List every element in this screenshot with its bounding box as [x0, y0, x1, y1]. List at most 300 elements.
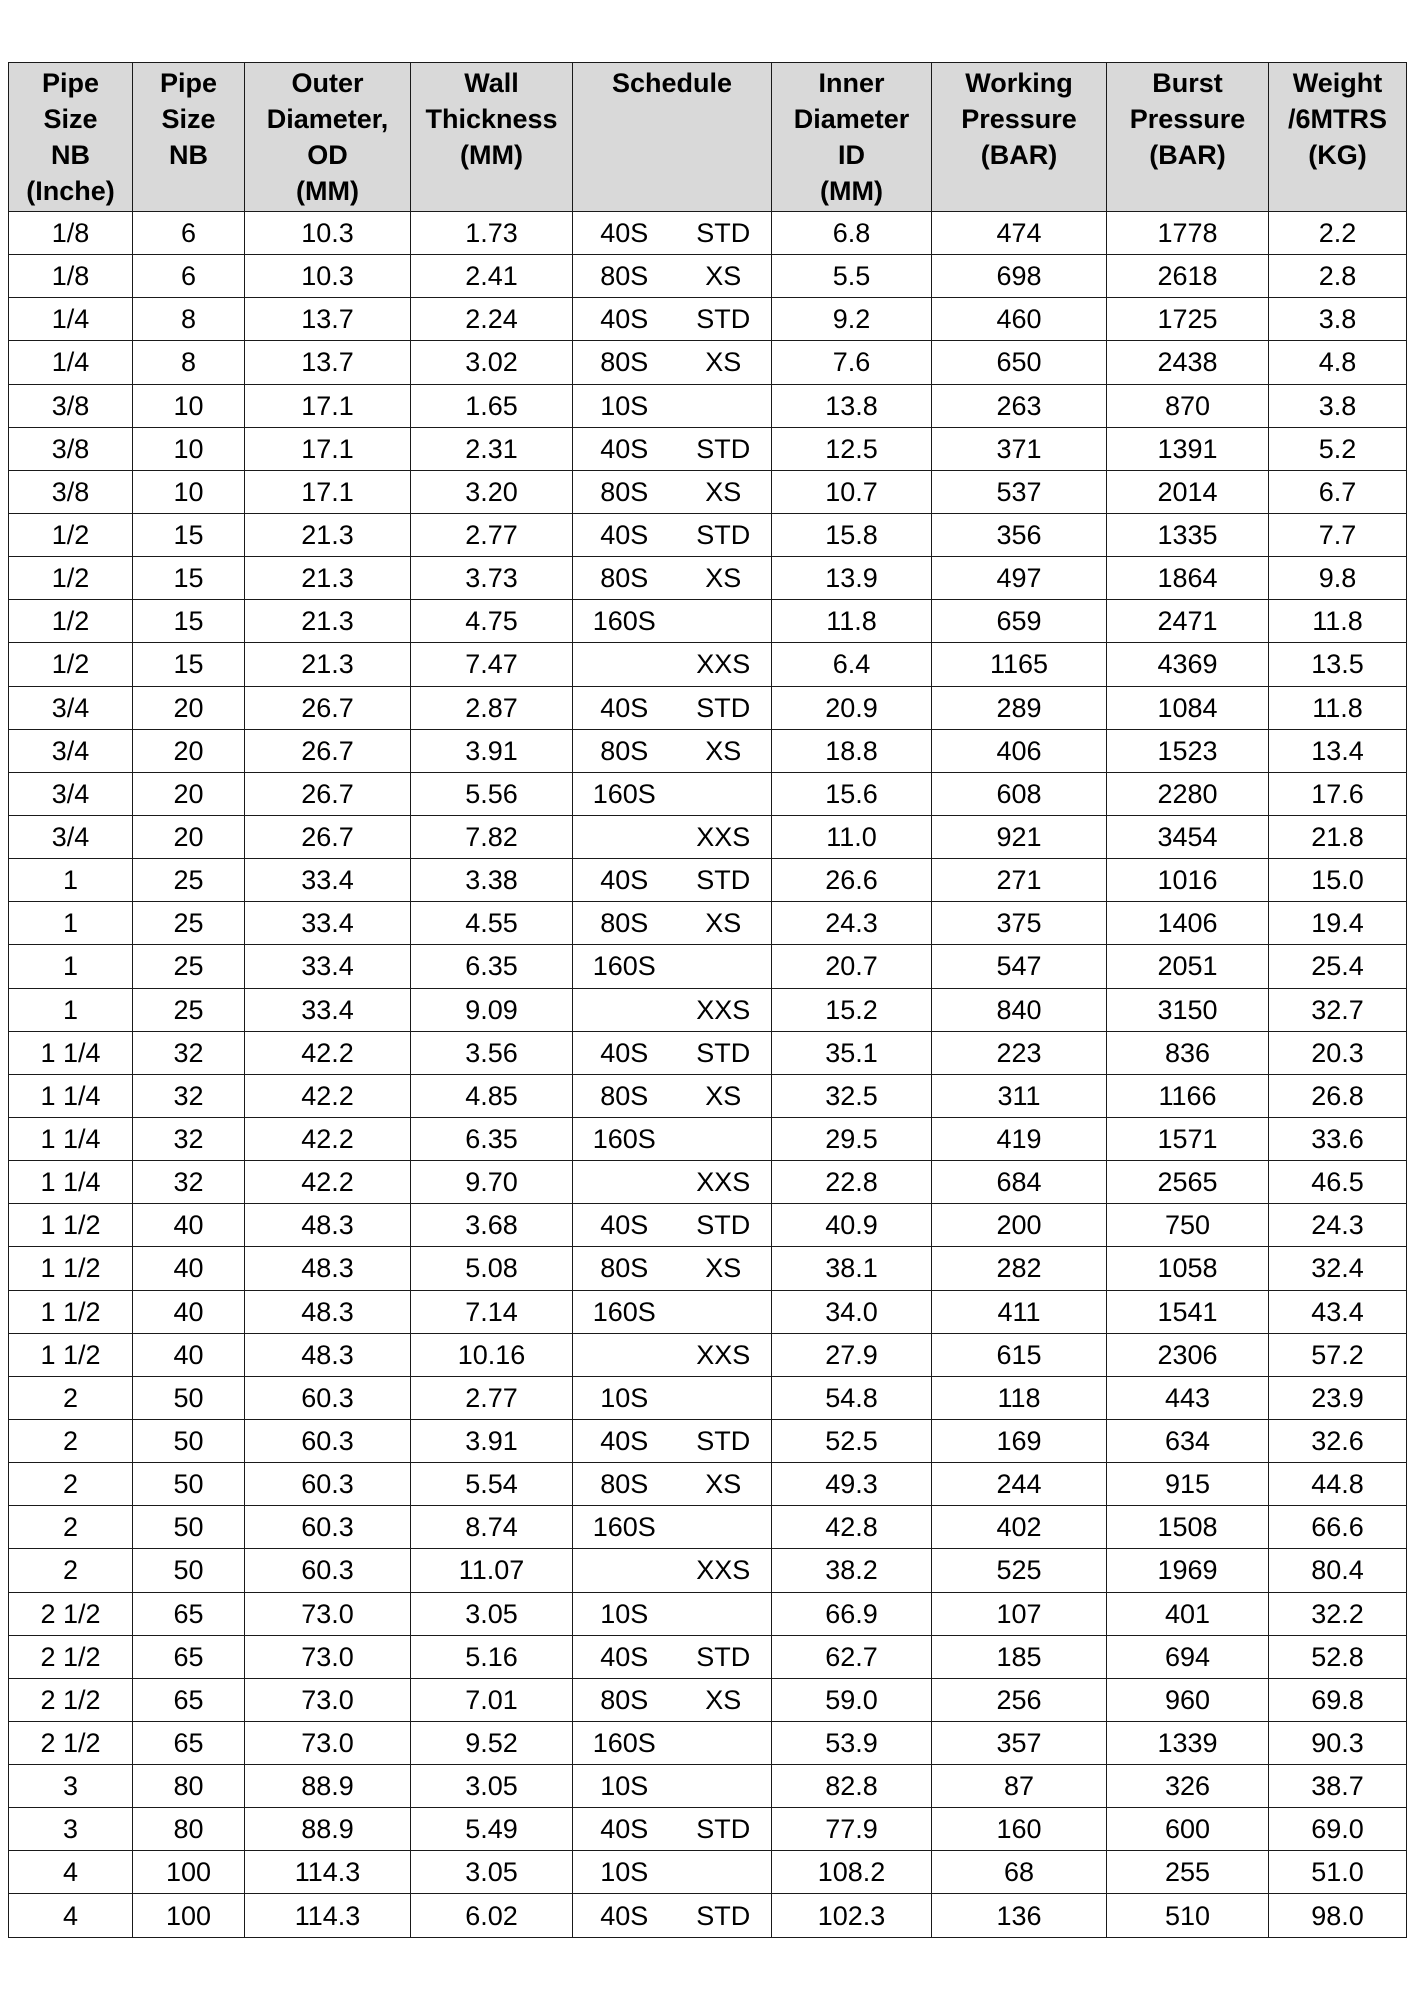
cell-schedule-class: STD — [676, 1031, 772, 1074]
cell-weight: 5.2 — [1269, 427, 1407, 470]
cell-weight: 44.8 — [1269, 1463, 1407, 1506]
cell-inner-diameter: 9.2 — [772, 298, 932, 341]
cell-pipe-size-inch: 2 — [9, 1506, 133, 1549]
header-text: Wall — [464, 68, 519, 98]
cell-weight: 66.6 — [1269, 1506, 1407, 1549]
cell-outer-diameter: 48.3 — [245, 1333, 411, 1376]
cell-working-pressure: 615 — [932, 1333, 1107, 1376]
cell-inner-diameter: 108.2 — [772, 1851, 932, 1894]
cell-schedule-class: XXS — [676, 643, 772, 686]
cell-pipe-size-inch: 1 1/2 — [9, 1333, 133, 1376]
cell-working-pressure: 282 — [932, 1247, 1107, 1290]
cell-weight: 15.0 — [1269, 859, 1407, 902]
cell-working-pressure: 684 — [932, 1161, 1107, 1204]
table-row — [9, 686, 1407, 729]
cell-outer-diameter: 21.3 — [245, 600, 411, 643]
cell-working-pressure: 921 — [932, 815, 1107, 858]
cell-pipe-size-nb: 10 — [133, 427, 245, 470]
header-text: (MM) — [820, 176, 883, 206]
cell-wall-thickness: 11.07 — [411, 1549, 573, 1592]
table-row — [9, 1290, 1407, 1333]
cell-pipe-size-inch: 2 — [9, 1376, 133, 1419]
cell-inner-diameter: 102.3 — [772, 1894, 932, 1937]
cell-schedule-class: XS — [676, 1678, 772, 1721]
cell-wall-thickness: 3.38 — [411, 859, 573, 902]
cell-pipe-size-nb: 50 — [133, 1549, 245, 1592]
cell-inner-diameter: 12.5 — [772, 427, 932, 470]
cell-pipe-size-nb: 100 — [133, 1894, 245, 1937]
header-text: Outer — [291, 68, 364, 98]
cell-burst-pressure: 1969 — [1107, 1549, 1269, 1592]
cell-inner-diameter: 10.7 — [772, 470, 932, 513]
cell-schedule-class — [676, 1376, 772, 1419]
cell-working-pressure: 200 — [932, 1204, 1107, 1247]
cell-working-pressure: 375 — [932, 902, 1107, 945]
cell-schedule-number — [573, 815, 676, 858]
cell-working-pressure: 371 — [932, 427, 1107, 470]
cell-working-pressure: 311 — [932, 1074, 1107, 1117]
cell-outer-diameter: 17.1 — [245, 384, 411, 427]
cell-pipe-size-inch: 1 — [9, 988, 133, 1031]
cell-inner-diameter: 52.5 — [772, 1419, 932, 1462]
cell-working-pressure: 169 — [932, 1419, 1107, 1462]
cell-schedule-number: 80S — [573, 729, 676, 772]
cell-schedule-number: 10S — [573, 1851, 676, 1894]
header-text: Schedule — [611, 68, 733, 98]
cell-outer-diameter: 33.4 — [245, 988, 411, 1031]
cell-weight: 43.4 — [1269, 1290, 1407, 1333]
table-row — [9, 1161, 1407, 1204]
cell-schedule-number: 40S — [573, 298, 676, 341]
cell-wall-thickness: 3.73 — [411, 557, 573, 600]
cell-working-pressure: 474 — [932, 212, 1107, 255]
cell-wall-thickness: 1.65 — [411, 384, 573, 427]
cell-burst-pressure: 1406 — [1107, 902, 1269, 945]
cell-burst-pressure: 2280 — [1107, 772, 1269, 815]
cell-outer-diameter: 48.3 — [245, 1247, 411, 1290]
cell-outer-diameter: 13.7 — [245, 341, 411, 384]
cell-burst-pressure: 870 — [1107, 384, 1269, 427]
header-schedule — [573, 63, 772, 212]
cell-working-pressure: 256 — [932, 1678, 1107, 1721]
header-text: OD — [307, 140, 348, 170]
cell-burst-pressure: 836 — [1107, 1031, 1269, 1074]
cell-wall-thickness: 3.05 — [411, 1592, 573, 1635]
cell-schedule-class — [676, 945, 772, 988]
cell-pipe-size-inch: 1/2 — [9, 600, 133, 643]
cell-pipe-size-nb: 65 — [133, 1635, 245, 1678]
cell-pipe-size-nb: 50 — [133, 1419, 245, 1462]
cell-pipe-size-inch: 1 1/2 — [9, 1204, 133, 1247]
table-row — [9, 212, 1407, 255]
cell-schedule-number: 80S — [573, 1074, 676, 1117]
header-wall-thickness — [411, 63, 573, 212]
table-row — [9, 1894, 1407, 1937]
cell-burst-pressure: 255 — [1107, 1851, 1269, 1894]
cell-wall-thickness: 2.77 — [411, 1376, 573, 1419]
pipe-schedule-table — [8, 62, 1407, 1938]
cell-pipe-size-inch: 1/2 — [9, 643, 133, 686]
cell-outer-diameter: 33.4 — [245, 902, 411, 945]
table-row — [9, 1074, 1407, 1117]
cell-pipe-size-nb: 8 — [133, 341, 245, 384]
cell-weight: 13.5 — [1269, 643, 1407, 686]
cell-pipe-size-inch: 2 — [9, 1549, 133, 1592]
table-row — [9, 1376, 1407, 1419]
cell-pipe-size-nb: 20 — [133, 772, 245, 815]
cell-burst-pressure: 1339 — [1107, 1721, 1269, 1764]
cell-pipe-size-nb: 20 — [133, 815, 245, 858]
cell-inner-diameter: 40.9 — [772, 1204, 932, 1247]
cell-wall-thickness: 3.56 — [411, 1031, 573, 1074]
cell-working-pressure: 356 — [932, 513, 1107, 556]
cell-inner-diameter: 22.8 — [772, 1161, 932, 1204]
cell-schedule-number: 160S — [573, 600, 676, 643]
cell-pipe-size-inch: 1/4 — [9, 341, 133, 384]
cell-schedule-number — [573, 988, 676, 1031]
cell-schedule-class: XXS — [676, 1161, 772, 1204]
table-row — [9, 729, 1407, 772]
cell-schedule-class: STD — [676, 427, 772, 470]
cell-schedule-class: STD — [676, 859, 772, 902]
cell-burst-pressure: 1864 — [1107, 557, 1269, 600]
cell-pipe-size-inch: 1 1/4 — [9, 1031, 133, 1074]
cell-working-pressure: 840 — [932, 988, 1107, 1031]
cell-pipe-size-nb: 32 — [133, 1161, 245, 1204]
cell-inner-diameter: 32.5 — [772, 1074, 932, 1117]
cell-schedule-class — [676, 1117, 772, 1160]
cell-pipe-size-nb: 32 — [133, 1074, 245, 1117]
cell-working-pressure: 419 — [932, 1117, 1107, 1160]
cell-wall-thickness: 3.05 — [411, 1765, 573, 1808]
cell-working-pressure: 107 — [932, 1592, 1107, 1635]
cell-pipe-size-nb: 40 — [133, 1333, 245, 1376]
cell-pipe-size-inch: 1 — [9, 945, 133, 988]
header-outer-diameter — [245, 63, 411, 212]
table-row — [9, 1592, 1407, 1635]
cell-schedule-class: STD — [676, 1419, 772, 1462]
cell-outer-diameter: 42.2 — [245, 1161, 411, 1204]
cell-burst-pressure: 1058 — [1107, 1247, 1269, 1290]
cell-burst-pressure: 960 — [1107, 1678, 1269, 1721]
cell-inner-diameter: 6.8 — [772, 212, 932, 255]
cell-working-pressure: 1165 — [932, 643, 1107, 686]
table-row — [9, 427, 1407, 470]
cell-working-pressure: 460 — [932, 298, 1107, 341]
cell-inner-diameter: 15.6 — [772, 772, 932, 815]
header-text: NB — [169, 140, 208, 170]
cell-pipe-size-nb: 65 — [133, 1592, 245, 1635]
cell-wall-thickness: 5.16 — [411, 1635, 573, 1678]
cell-schedule-class — [676, 600, 772, 643]
cell-wall-thickness: 5.08 — [411, 1247, 573, 1290]
cell-weight: 21.8 — [1269, 815, 1407, 858]
cell-outer-diameter: 26.7 — [245, 729, 411, 772]
cell-schedule-number: 40S — [573, 212, 676, 255]
cell-working-pressure: 411 — [932, 1290, 1107, 1333]
cell-working-pressure: 160 — [932, 1808, 1107, 1851]
cell-outer-diameter: 48.3 — [245, 1290, 411, 1333]
cell-burst-pressure: 443 — [1107, 1376, 1269, 1419]
cell-wall-thickness: 6.02 — [411, 1894, 573, 1937]
cell-pipe-size-inch: 1/4 — [9, 298, 133, 341]
cell-schedule-class — [676, 772, 772, 815]
cell-schedule-number: 80S — [573, 1463, 676, 1506]
table-row — [9, 1117, 1407, 1160]
cell-working-pressure: 650 — [932, 341, 1107, 384]
cell-outer-diameter: 10.3 — [245, 255, 411, 298]
cell-weight: 4.8 — [1269, 341, 1407, 384]
cell-inner-diameter: 42.8 — [772, 1506, 932, 1549]
cell-pipe-size-inch: 2 — [9, 1463, 133, 1506]
cell-pipe-size-inch: 2 1/2 — [9, 1678, 133, 1721]
cell-schedule-number: 160S — [573, 945, 676, 988]
cell-wall-thickness: 5.54 — [411, 1463, 573, 1506]
cell-schedule-class: XS — [676, 729, 772, 772]
cell-weight: 98.0 — [1269, 1894, 1407, 1937]
cell-schedule-class: XS — [676, 1463, 772, 1506]
cell-outer-diameter: 17.1 — [245, 470, 411, 513]
cell-weight: 3.8 — [1269, 298, 1407, 341]
cell-outer-diameter: 88.9 — [245, 1808, 411, 1851]
cell-working-pressure: 136 — [932, 1894, 1107, 1937]
cell-inner-diameter: 59.0 — [772, 1678, 932, 1721]
cell-weight: 17.6 — [1269, 772, 1407, 815]
cell-schedule-number: 160S — [573, 1117, 676, 1160]
cell-outer-diameter: 21.3 — [245, 557, 411, 600]
cell-schedule-number: 160S — [573, 1506, 676, 1549]
cell-burst-pressure: 915 — [1107, 1463, 1269, 1506]
cell-inner-diameter: 24.3 — [772, 902, 932, 945]
cell-schedule-number: 80S — [573, 1247, 676, 1290]
cell-wall-thickness: 3.91 — [411, 1419, 573, 1462]
cell-schedule-number: 10S — [573, 1376, 676, 1419]
cell-wall-thickness: 5.56 — [411, 772, 573, 815]
cell-outer-diameter: 88.9 — [245, 1765, 411, 1808]
table-row — [9, 1808, 1407, 1851]
cell-wall-thickness: 4.75 — [411, 600, 573, 643]
header-text: Pipe — [159, 68, 218, 98]
cell-schedule-number: 160S — [573, 1721, 676, 1764]
cell-schedule-class — [676, 1851, 772, 1894]
cell-burst-pressure: 2051 — [1107, 945, 1269, 988]
cell-weight: 80.4 — [1269, 1549, 1407, 1592]
cell-outer-diameter: 13.7 — [245, 298, 411, 341]
cell-schedule-class: XS — [676, 255, 772, 298]
cell-inner-diameter: 15.8 — [772, 513, 932, 556]
cell-inner-diameter: 26.6 — [772, 859, 932, 902]
cell-pipe-size-nb: 65 — [133, 1678, 245, 1721]
cell-wall-thickness: 2.31 — [411, 427, 573, 470]
cell-outer-diameter: 73.0 — [245, 1592, 411, 1635]
cell-schedule-number: 40S — [573, 513, 676, 556]
cell-schedule-number: 40S — [573, 686, 676, 729]
table-row — [9, 1247, 1407, 1290]
cell-outer-diameter: 60.3 — [245, 1506, 411, 1549]
cell-weight: 32.7 — [1269, 988, 1407, 1031]
cell-burst-pressure: 1166 — [1107, 1074, 1269, 1117]
cell-pipe-size-inch: 3/8 — [9, 384, 133, 427]
cell-weight: 32.6 — [1269, 1419, 1407, 1462]
cell-schedule-number: 40S — [573, 427, 676, 470]
cell-schedule-class: XXS — [676, 1549, 772, 1592]
cell-schedule-number — [573, 1161, 676, 1204]
table-row — [9, 1678, 1407, 1721]
cell-schedule-number — [573, 1549, 676, 1592]
cell-weight: 13.4 — [1269, 729, 1407, 772]
table-row — [9, 772, 1407, 815]
cell-burst-pressure: 510 — [1107, 1894, 1269, 1937]
cell-burst-pressure: 634 — [1107, 1419, 1269, 1462]
header-text: ID — [838, 140, 866, 170]
cell-schedule-number: 80S — [573, 902, 676, 945]
cell-wall-thickness: 5.49 — [411, 1808, 573, 1851]
header-text: /6MTRS — [1288, 104, 1388, 134]
cell-wall-thickness: 10.16 — [411, 1333, 573, 1376]
cell-working-pressure: 406 — [932, 729, 1107, 772]
table-row — [9, 1635, 1407, 1678]
table-row — [9, 1333, 1407, 1376]
table-row — [9, 298, 1407, 341]
cell-pipe-size-nb: 15 — [133, 513, 245, 556]
cell-schedule-class: XXS — [676, 1333, 772, 1376]
cell-working-pressure: 87 — [932, 1765, 1107, 1808]
cell-schedule-number: 40S — [573, 1419, 676, 1462]
cell-working-pressure: 185 — [932, 1635, 1107, 1678]
cell-wall-thickness: 1.73 — [411, 212, 573, 255]
cell-inner-diameter: 29.5 — [772, 1117, 932, 1160]
cell-pipe-size-nb: 80 — [133, 1765, 245, 1808]
table-row — [9, 600, 1407, 643]
cell-burst-pressure: 2014 — [1107, 470, 1269, 513]
cell-pipe-size-nb: 32 — [133, 1117, 245, 1160]
cell-weight: 24.3 — [1269, 1204, 1407, 1247]
cell-wall-thickness: 7.01 — [411, 1678, 573, 1721]
table-row — [9, 1721, 1407, 1764]
table-row — [9, 384, 1407, 427]
cell-schedule-class: STD — [676, 1808, 772, 1851]
cell-weight: 2.8 — [1269, 255, 1407, 298]
cell-weight: 51.0 — [1269, 1851, 1407, 1894]
cell-weight: 32.4 — [1269, 1247, 1407, 1290]
cell-pipe-size-nb: 25 — [133, 902, 245, 945]
cell-outer-diameter: 42.2 — [245, 1117, 411, 1160]
cell-working-pressure: 244 — [932, 1463, 1107, 1506]
cell-outer-diameter: 26.7 — [245, 686, 411, 729]
cell-working-pressure: 357 — [932, 1721, 1107, 1764]
cell-burst-pressure: 401 — [1107, 1592, 1269, 1635]
cell-inner-diameter: 34.0 — [772, 1290, 932, 1333]
cell-working-pressure: 402 — [932, 1506, 1107, 1549]
cell-outer-diameter: 60.3 — [245, 1549, 411, 1592]
cell-inner-diameter: 6.4 — [772, 643, 932, 686]
cell-wall-thickness: 6.35 — [411, 945, 573, 988]
table-row — [9, 815, 1407, 858]
cell-inner-diameter: 54.8 — [772, 1376, 932, 1419]
cell-pipe-size-nb: 80 — [133, 1808, 245, 1851]
cell-schedule-class: STD — [676, 686, 772, 729]
cell-inner-diameter: 7.6 — [772, 341, 932, 384]
cell-weight: 7.7 — [1269, 513, 1407, 556]
cell-schedule-number: 160S — [573, 772, 676, 815]
cell-weight: 46.5 — [1269, 1161, 1407, 1204]
cell-working-pressure: 271 — [932, 859, 1107, 902]
cell-pipe-size-nb: 65 — [133, 1721, 245, 1764]
cell-working-pressure: 698 — [932, 255, 1107, 298]
cell-working-pressure: 525 — [932, 1549, 1107, 1592]
table-row — [9, 902, 1407, 945]
table-row — [9, 1506, 1407, 1549]
cell-wall-thickness: 2.24 — [411, 298, 573, 341]
cell-burst-pressure: 1016 — [1107, 859, 1269, 902]
cell-pipe-size-inch: 2 1/2 — [9, 1592, 133, 1635]
header-text: (Inche) — [26, 176, 115, 206]
table-row — [9, 859, 1407, 902]
cell-schedule-number: 40S — [573, 1808, 676, 1851]
cell-inner-diameter: 49.3 — [772, 1463, 932, 1506]
cell-pipe-size-inch: 3/4 — [9, 815, 133, 858]
cell-pipe-size-nb: 50 — [133, 1463, 245, 1506]
cell-weight: 25.4 — [1269, 945, 1407, 988]
header-text: Size — [161, 104, 216, 134]
cell-wall-thickness: 3.68 — [411, 1204, 573, 1247]
cell-burst-pressure: 4369 — [1107, 643, 1269, 686]
cell-schedule-class: XS — [676, 470, 772, 513]
header-text: Working — [965, 68, 1073, 98]
cell-pipe-size-inch: 1 1/2 — [9, 1290, 133, 1333]
table-row — [9, 1851, 1407, 1894]
cell-weight: 3.8 — [1269, 384, 1407, 427]
cell-working-pressure: 537 — [932, 470, 1107, 513]
cell-inner-diameter: 35.1 — [772, 1031, 932, 1074]
cell-pipe-size-inch: 1 1/2 — [9, 1247, 133, 1290]
cell-weight: 69.0 — [1269, 1808, 1407, 1851]
cell-weight: 90.3 — [1269, 1721, 1407, 1764]
table-row — [9, 643, 1407, 686]
cell-burst-pressure: 3150 — [1107, 988, 1269, 1031]
cell-weight: 33.6 — [1269, 1117, 1407, 1160]
cell-weight: 26.8 — [1269, 1074, 1407, 1117]
table-row — [9, 1765, 1407, 1808]
cell-schedule-number: 80S — [573, 255, 676, 298]
cell-schedule-class: STD — [676, 1894, 772, 1937]
cell-pipe-size-inch: 2 1/2 — [9, 1721, 133, 1764]
table-row — [9, 341, 1407, 384]
cell-inner-diameter: 38.1 — [772, 1247, 932, 1290]
cell-wall-thickness: 8.74 — [411, 1506, 573, 1549]
cell-weight: 11.8 — [1269, 600, 1407, 643]
cell-wall-thickness: 9.70 — [411, 1161, 573, 1204]
cell-pipe-size-nb: 25 — [133, 945, 245, 988]
cell-wall-thickness: 2.87 — [411, 686, 573, 729]
cell-schedule-class: STD — [676, 513, 772, 556]
cell-schedule-number: 80S — [573, 341, 676, 384]
header-text: Diameter, — [266, 104, 389, 134]
cell-outer-diameter: 42.2 — [245, 1031, 411, 1074]
cell-outer-diameter: 10.3 — [245, 212, 411, 255]
header-pipe-size-inch — [9, 63, 133, 212]
cell-pipe-size-nb: 15 — [133, 557, 245, 600]
cell-pipe-size-nb: 8 — [133, 298, 245, 341]
cell-schedule-class: XS — [676, 1074, 772, 1117]
cell-outer-diameter: 73.0 — [245, 1721, 411, 1764]
cell-outer-diameter: 26.7 — [245, 772, 411, 815]
cell-schedule-class: XS — [676, 902, 772, 945]
cell-weight: 57.2 — [1269, 1333, 1407, 1376]
cell-pipe-size-inch: 4 — [9, 1894, 133, 1937]
cell-working-pressure: 263 — [932, 384, 1107, 427]
table-row — [9, 255, 1407, 298]
